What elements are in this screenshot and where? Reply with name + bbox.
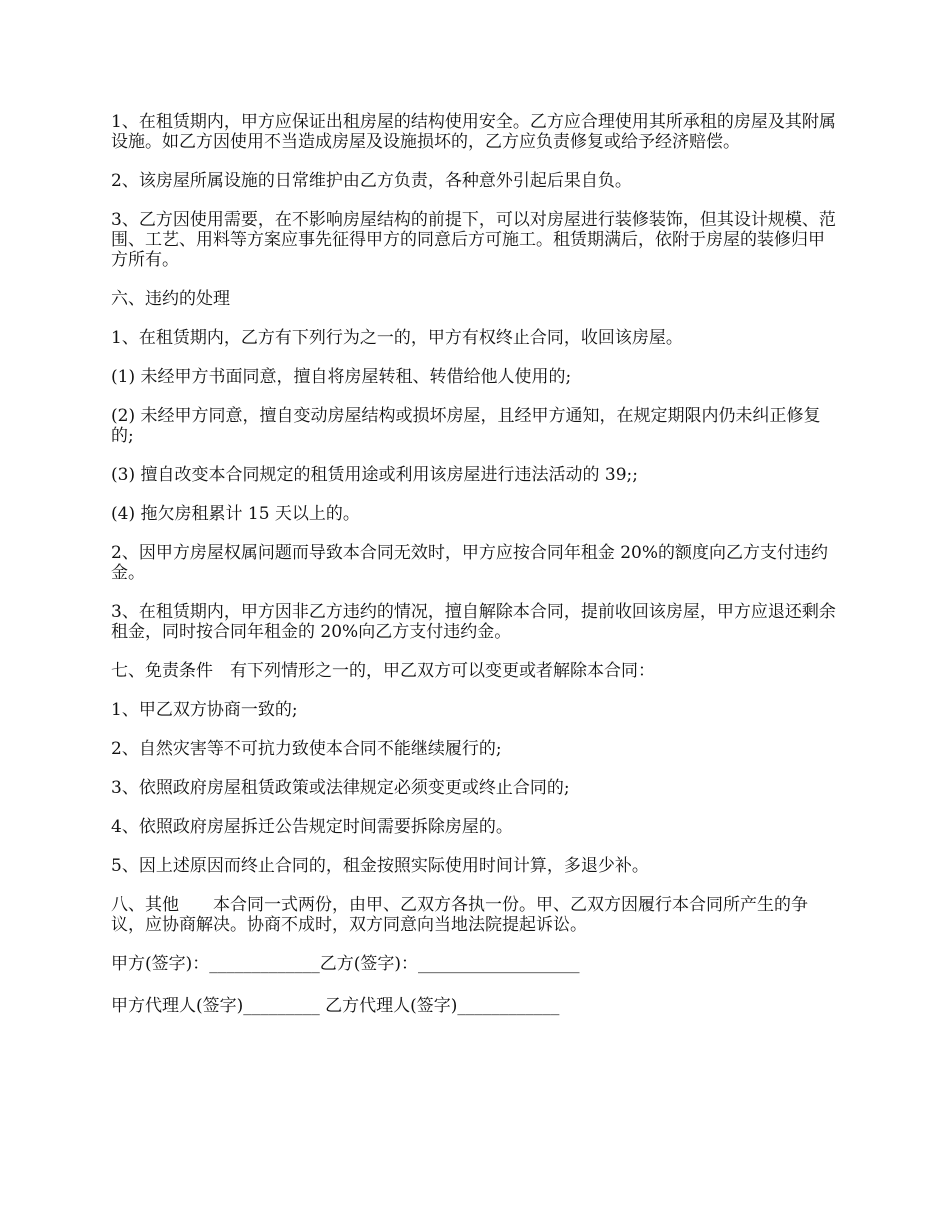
section-heading-exemption: 七、免责条件 有下列情形之一的，甲乙双方可以变更或者解除本合同：	[111, 661, 655, 681]
landlord-agent-signature-field[interactable]: 甲方代理人(签字)_________	[111, 996, 320, 1016]
exemption-item-5: 5、因上述原因而终止合同的，租金按照实际使用时间计算，多退少补。	[111, 856, 649, 876]
clause-early-termination-penalty: 3、在租赁期内，甲方因非乙方违约的情况，擅自解除本合同，提前收回该房屋，甲方应退还剩余租金，同时按合同年租金的 20%向乙方支付违约金。	[111, 602, 836, 642]
breach-item-2: (2) 未经甲方同意，擅自变动房屋结构或损坏房屋，且经甲方通知，在规定期限内仍未纠正修复的;	[111, 406, 821, 446]
exemption-item-2: 2、自然灾害等不可抗力致使本合同不能继续履行的;	[111, 739, 502, 759]
section-heading-breach: 六、违约的处理	[111, 289, 230, 309]
clause-landlord-safety: 1、在租赁期内，甲方应保证出租房屋的结构使用安全。乙方应合理使用其所承租的房屋及其附属设施。如乙方因使用不当造成房屋及设施损坏的，乙方应负责修复或给予经济赔偿。	[111, 112, 836, 152]
tenant-signature-field[interactable]: 乙方(签字)：___________________	[319, 954, 580, 974]
signature-line-agents	[111, 996, 841, 1016]
exemption-item-1: 1、甲乙双方协商一致的;	[111, 700, 298, 720]
breach-item-4: (4) 拖欠房租累计 15 天以上的。	[111, 504, 360, 524]
tenant-agent-signature-field[interactable]: 乙方代理人(签字)____________	[319, 996, 560, 1016]
clause-termination-rights: 1、在租赁期内，乙方有下列行为之一的，甲方有权终止合同，收回该房屋。	[111, 328, 683, 348]
breach-item-3: (3) 擅自改变本合同规定的租赁用途或利用该房屋进行违法活动的 39;;	[111, 465, 638, 485]
clause-maintenance: 2、该房屋所属设施的日常维护由乙方负责，各种意外引起后果自负。	[111, 171, 632, 191]
exemption-item-4: 4、依照政府房屋拆迁公告规定时间需要拆除房屋的。	[111, 817, 513, 837]
exemption-item-3: 3、依照政府房屋租赁政策或法律规定必须变更或终止合同的;	[111, 778, 570, 798]
breach-item-1: (1) 未经甲方书面同意，擅自将房屋转租、转借给他人使用的;	[111, 367, 572, 387]
signature-line-parties	[111, 954, 841, 974]
landlord-signature-field[interactable]: 甲方(签字)：_____________	[111, 954, 320, 974]
contract-document	[111, 112, 841, 1038]
section-other: 八、其他 本合同一式两份，由甲、乙双方各执一份。甲、乙双方因履行本合同所产生的争议，应协商解决。协商不成时，双方同意向当地法院提起诉讼。	[111, 895, 808, 935]
clause-ownership-penalty: 2、因甲方房屋权属问题而导致本合同无效时，甲方应按合同年租金 20%的额度向乙方支付违约金。	[111, 543, 829, 583]
clause-renovation: 3、乙方因使用需要，在不影响房屋结构的前提下，可以对房屋进行装修装饰，但其设计规模、范围、工艺、用料等方案应事先征得甲方的同意后方可施工。租赁期满后，依附于房屋的装修归甲方所有。	[111, 210, 836, 270]
